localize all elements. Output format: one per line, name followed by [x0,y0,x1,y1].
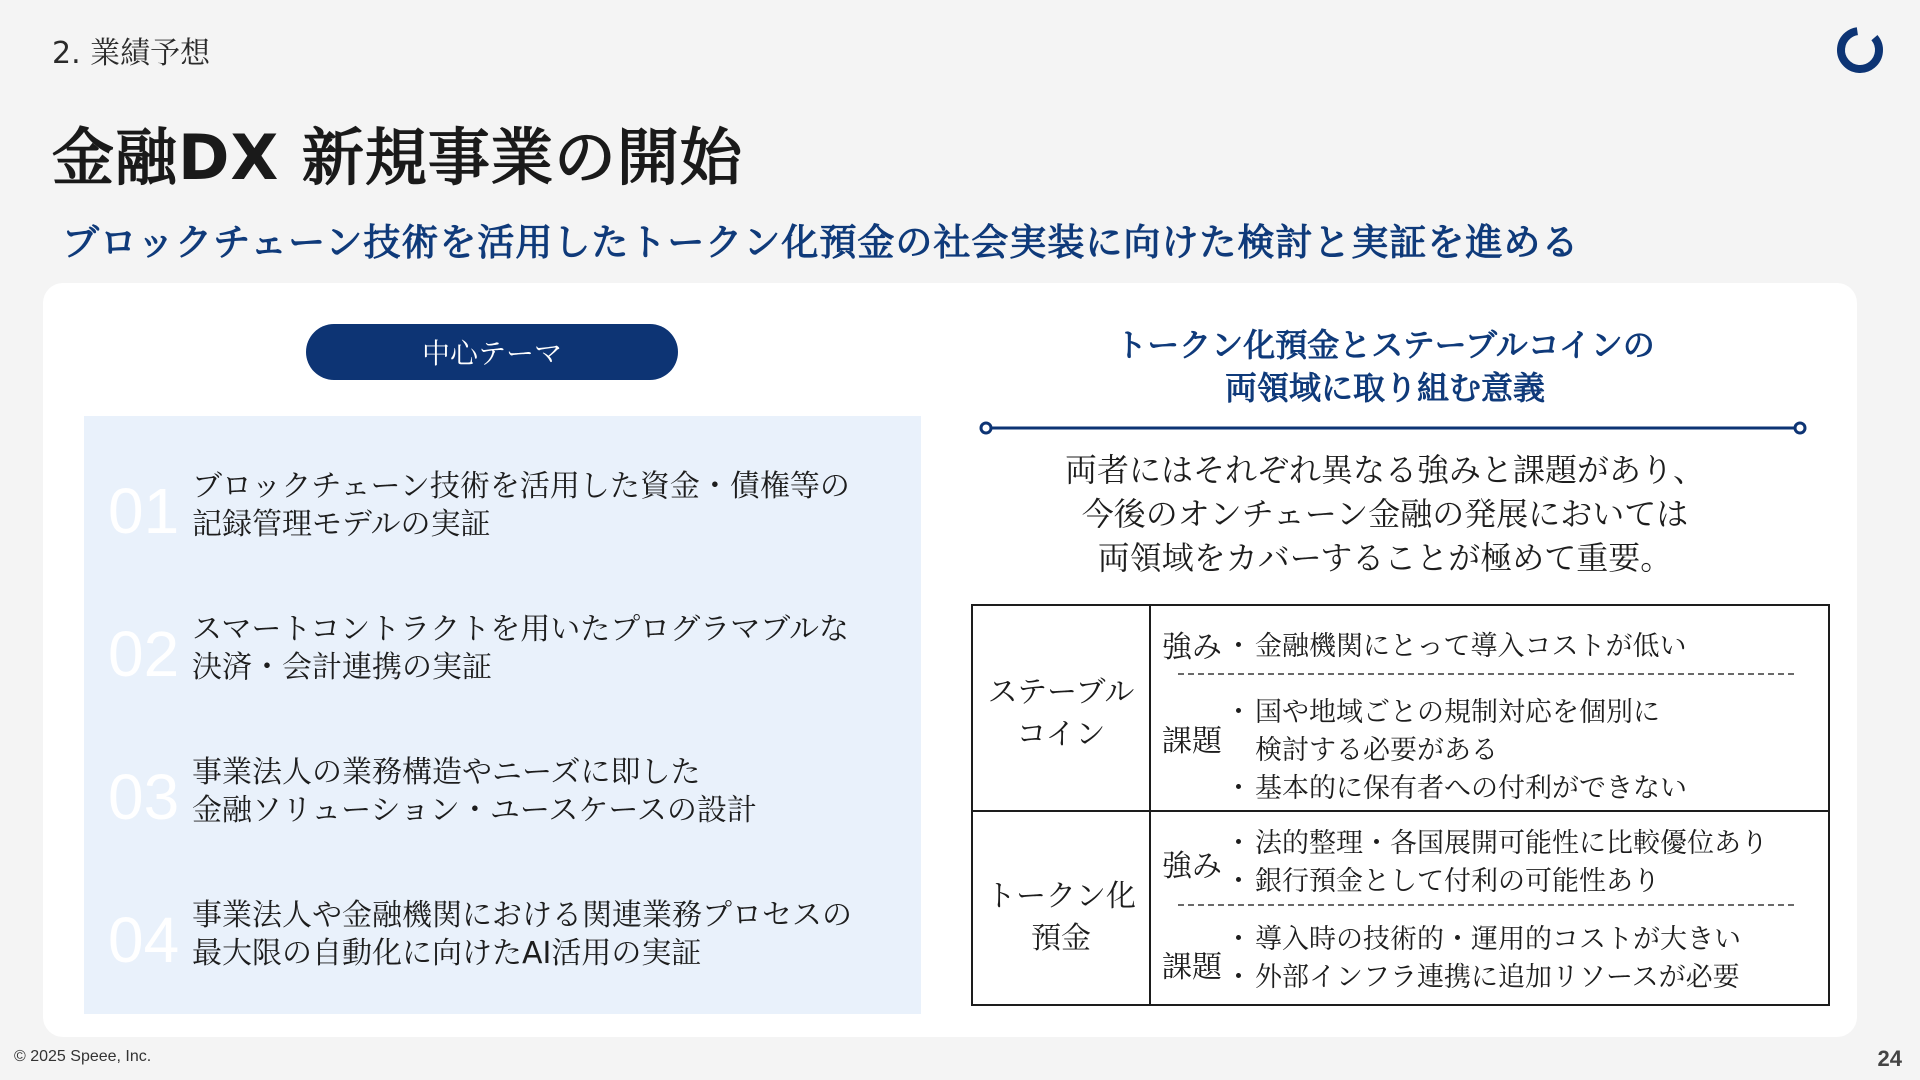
central-theme-pill: 中心テーマ [306,324,678,380]
theme-line: 事業法人や金融機関における関連業務プロセスの [192,898,852,933]
row-label-line: トークン化 [986,879,1136,914]
significance-heading [980,324,1790,410]
issue-point: ・ 国や地域ごとの規制対応を個別に [1255,690,1660,729]
ring-logo-icon [1834,24,1886,76]
strength-label: 強み [1162,630,1222,665]
themes-panel [84,416,921,1014]
heading-divider [978,420,1808,436]
theme-line: 金融ソリューション・ユースケースの設計 [192,793,757,828]
issue-label: 課題 [1162,950,1222,985]
theme-line: 記録管理モデルの実証 [192,507,491,542]
theme-item [84,885,921,995]
theme-text [192,468,912,544]
body-line: 両領域をカバーすることが極めて重要。 [1097,539,1673,577]
page-title: 金融DX 新規事業の開始 [52,121,743,194]
page-subtitle: ブロックチェーン技術を活用したトークン化預金の社会実装に向けた検討と実証を進める [62,221,1580,264]
issue-point-continued: 検討する必要がある [1255,735,1498,766]
table-divider-horizontal [971,810,1830,812]
row-label-line: ステーブル [987,675,1135,710]
theme-text [192,897,912,973]
theme-item [84,456,921,566]
copyright: © 2025 Speee, Inc. [14,1048,152,1065]
row-label-token-deposit [973,876,1149,960]
theme-item [84,599,921,709]
row-label-line: 預金 [1031,921,1091,956]
theme-line: スマートコントラクトを用いたプログラマブルな [192,612,849,647]
theme-line: 事業法人の業務構造やニーズに即した [192,755,701,790]
dashed-separator [1178,673,1794,675]
body-line: 両者にはそれぞれ異なる強みと課題があり、 [1064,451,1705,489]
strength-label: 強み [1162,849,1222,884]
dashed-separator [1178,904,1794,906]
theme-line: 決済・会計連携の実証 [192,650,492,685]
table-divider-vertical [1149,604,1151,1006]
theme-text [192,754,912,830]
theme-text [192,611,912,687]
strength-point: ・ 法的整理・各国展開可能性に比較優位あり [1255,821,1768,860]
page-number: 24 [1877,1046,1902,1071]
theme-line: ブロックチェーン技術を活用した資金・債権等の [192,469,850,504]
strength-point: ・ 金融機関にとって導入コストが低い [1255,624,1686,663]
issue-point: ・ 外部インフラ連携に追加リソースが必要 [1255,955,1740,994]
row-label-stablecoin [973,672,1149,756]
theme-item [84,742,921,852]
theme-line: 最大限の自動化に向けたAI活用の実証 [192,936,702,971]
theme-number: 01 [108,475,180,547]
body-line: 今後のオンチェーン金融の発展においては [1081,495,1689,533]
theme-number: 02 [108,618,180,690]
strength-point: ・ 銀行預金として付利の可能性あり [1255,859,1660,898]
issue-point: ・ 導入時の技術的・運用的コストが大きい [1255,917,1741,956]
significance-body [980,448,1790,580]
heading-line: 両領域に取り組む意義 [1224,369,1545,407]
section-label: 2. 業績予想 [52,36,211,71]
issue-label: 課題 [1162,724,1222,759]
theme-number: 04 [108,904,180,976]
row-label-line: コイン [1016,717,1106,752]
heading-line: トークン化預金とステーブルコインの [1115,326,1655,364]
theme-number: 03 [108,761,180,833]
issue-point: ・ 基本的に保有者への付利ができない [1255,766,1687,805]
